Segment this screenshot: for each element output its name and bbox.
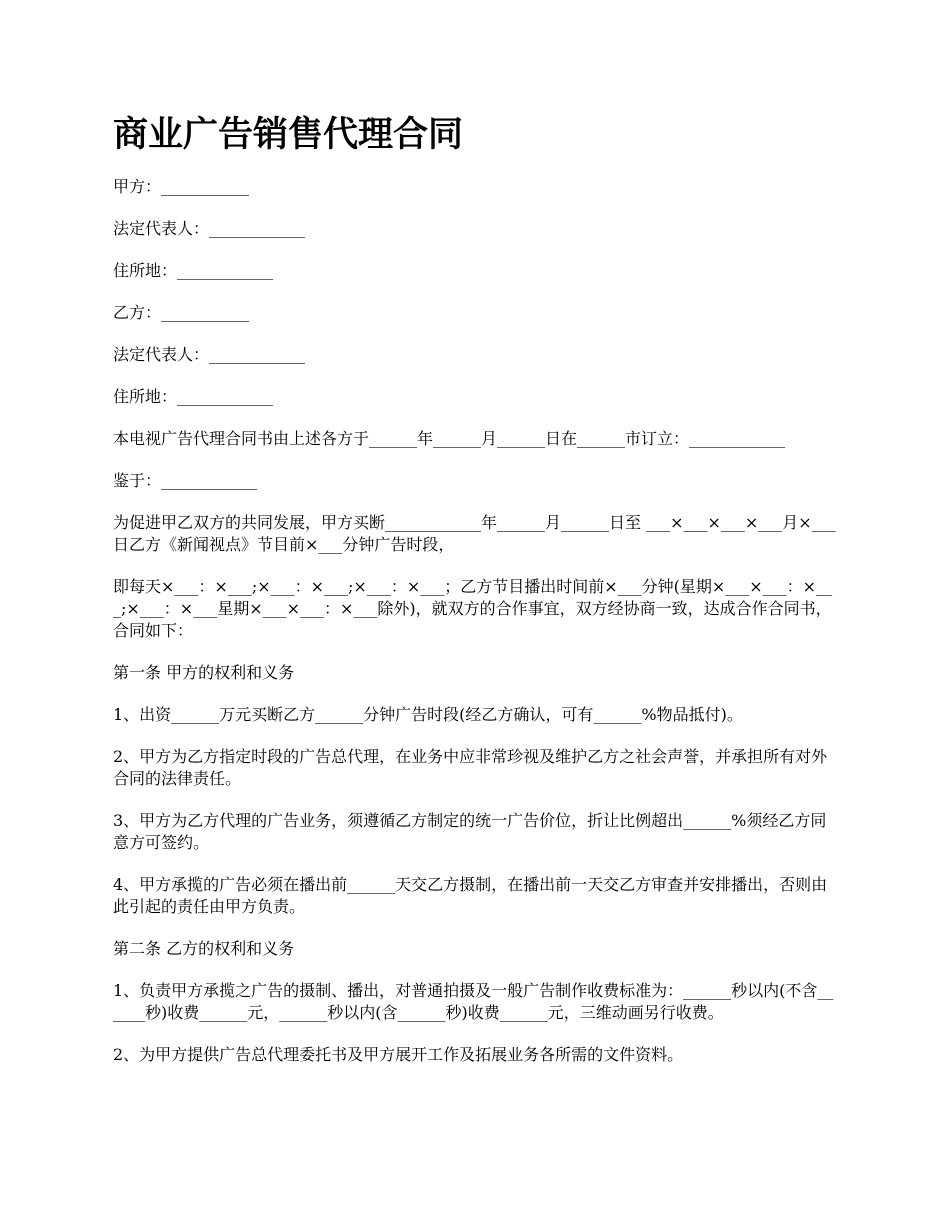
article-two-clause-1: 1、负责甲方承揽之广告的摄制、播出，对普通拍摄及一般广告制作收费标准为：______秒以内(不含______秒)收费______元，______秒以内(含______秒)收费______元，三维动画另行收费。: [113, 981, 834, 1022]
article-two-heading: 第二条 乙方的权利和义务: [113, 939, 295, 958]
article-one-heading: 第一条 甲方的权利和义务: [113, 663, 295, 682]
purpose-paragraph: 为促进甲乙双方的共同发展，甲方买断____________年______月______日至 ___×___×___×___月×___日乙方《新闻视点》节目前×___分钟广告时段，: [113, 513, 836, 554]
party-a-line: 甲方：___________: [113, 177, 250, 196]
article-one-clause-3: 3、甲方为乙方代理的广告业务，须遵循乙方制定的统一广告价位，折让比例超出______%须经乙方同意方可签约。: [113, 811, 827, 852]
party-b-address-line: 住所地：____________: [113, 387, 274, 406]
party-b-line: 乙方：___________: [113, 303, 250, 322]
party-a-address-line: 住所地：____________: [113, 261, 274, 280]
document-title: 商业广告销售代理合同: [113, 115, 464, 155]
schedule-paragraph: 即每天×___：×___;×___：×___;×___：×___；乙方节目播出时间前×___分钟(星期×___×___：×___;×___：×___星期×___×___：×___除外)，就双方的合作事宜，双方经协商一致，达成合作合同书，合同如下：: [113, 577, 833, 640]
article-one-clause-2: 2、甲方为乙方指定时段的广告总代理，在业务中应非常珍视及维护乙方之社会声誉，并承担所有对外合同的法律责任。: [113, 747, 828, 788]
article-two-clause-2: 2、为甲方提供广告总代理委托书及甲方展开工作及拓展业务各所需的文件资料。: [113, 1045, 684, 1064]
contract-page: [113, 112, 841, 1086]
party-b-representative-line: 法定代表人：____________: [113, 345, 306, 364]
whereas-line: 鉴于：____________: [113, 471, 258, 490]
article-one-clause-1: 1、出资______万元买断乙方______分钟广告时段(经乙方确认，可有______%物品抵付)。: [113, 705, 743, 724]
article-one-clause-4: 4、甲方承揽的广告必须在播出前______天交乙方摄制，在播出前一天交乙方审查并安排播出，否则由此引起的责任由甲方负责。: [113, 875, 828, 916]
party-a-representative-line: 法定代表人：____________: [113, 219, 306, 238]
contract-signing-paragraph: 本电视广告代理合同书由上述各方于______年______月______日在______市订立：____________: [113, 429, 786, 448]
